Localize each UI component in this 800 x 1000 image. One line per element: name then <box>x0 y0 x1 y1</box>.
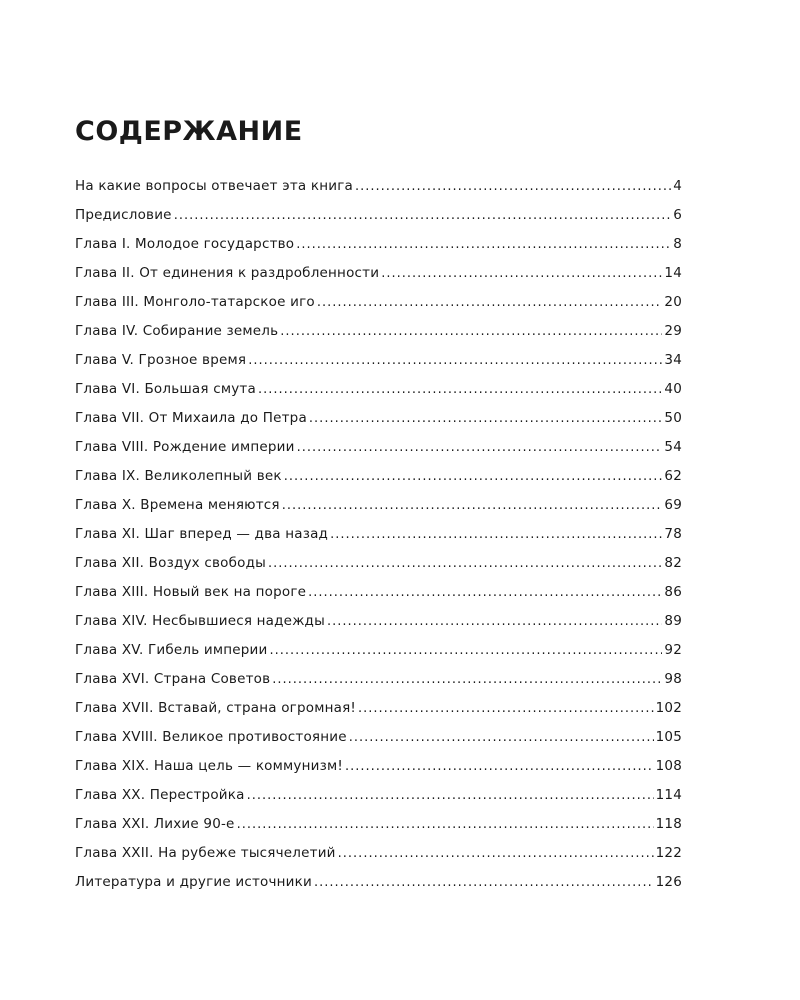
dot-leader <box>248 353 662 368</box>
toc-entry <box>75 700 682 729</box>
toc-entry-page-number: 54 <box>664 439 682 455</box>
dot-leader <box>258 382 662 397</box>
toc-entry <box>75 584 682 613</box>
toc-entry-title: Глава XX. Перестройка <box>75 787 245 803</box>
toc-entry-title: Глава III. Монголо-татарское иго <box>75 294 315 310</box>
toc-entry-title: Глава VIII. Рождение империи <box>75 439 295 455</box>
toc-entry <box>75 613 682 642</box>
toc-entry <box>75 526 682 555</box>
dot-leader <box>280 324 662 339</box>
toc-entry-page-number: 86 <box>664 584 682 600</box>
dot-leader <box>237 817 654 832</box>
dot-leader <box>308 585 662 600</box>
toc-entry-title: Глава XVIII. Великое противостояние <box>75 729 347 745</box>
toc-entry-title: Предисловие <box>75 207 172 223</box>
toc-entry <box>75 555 682 584</box>
toc-entry-title: Литература и другие источники <box>75 874 312 890</box>
toc-entry-title: Глава VII. От Михаила до Петра <box>75 410 307 426</box>
dot-leader <box>268 556 662 571</box>
toc-entry <box>75 410 682 439</box>
toc-entry <box>75 758 682 787</box>
dot-leader <box>247 788 654 803</box>
dot-leader <box>272 672 662 687</box>
toc-entry <box>75 671 682 700</box>
toc-entry <box>75 497 682 526</box>
toc-entry-page-number: 108 <box>655 758 682 774</box>
dot-leader <box>330 527 662 542</box>
toc-entry-page-number: 98 <box>664 671 682 687</box>
toc-entry-title: Глава XVI. Страна Советов <box>75 671 271 687</box>
dot-leader <box>296 237 671 252</box>
dot-leader <box>317 295 663 310</box>
toc-entry <box>75 787 682 816</box>
toc-entry-title: Глава XXII. На рубеже тысячелетий <box>75 845 336 861</box>
toc-entry-page-number: 40 <box>664 381 682 397</box>
toc-entry <box>75 294 682 323</box>
toc-entry-page-number: 92 <box>664 642 682 658</box>
dot-leader <box>174 208 672 223</box>
toc-entry-page-number: 34 <box>664 352 682 368</box>
toc-entry-page-number: 114 <box>655 787 682 803</box>
toc-entry <box>75 468 682 497</box>
toc-entry <box>75 816 682 845</box>
dot-leader <box>284 469 663 484</box>
dot-leader <box>345 759 654 774</box>
toc-entry <box>75 265 682 294</box>
toc-entry-page-number: 8 <box>673 236 682 252</box>
dot-leader <box>314 875 654 890</box>
dot-leader <box>349 730 654 745</box>
toc-entry-page-number: 4 <box>673 178 682 194</box>
toc-entry-title: Глава VI. Большая смута <box>75 381 256 397</box>
toc-entry-title: Глава XV. Гибель империи <box>75 642 268 658</box>
toc-entry-title: Глава XVII. Вставай, страна огромная! <box>75 700 357 716</box>
toc-entry <box>75 178 682 207</box>
toc-entry-title: Глава XXI. Лихие 90-е <box>75 816 235 832</box>
toc-entry <box>75 845 682 874</box>
toc-entry-page-number: 82 <box>664 555 682 571</box>
toc-entry-title: На какие вопросы отвечает эта книга <box>75 178 353 194</box>
toc-entry-page-number: 89 <box>664 613 682 629</box>
toc-entry <box>75 352 682 381</box>
toc-entry-page-number: 105 <box>655 729 682 745</box>
toc-entry-title: Глава XI. Шаг вперед — два назад <box>75 526 329 542</box>
toc-entry-title: Глава V. Грозное время <box>75 352 247 368</box>
toc-entry-title: Глава IX. Великолепный век <box>75 468 282 484</box>
toc-entry-page-number: 29 <box>664 323 682 339</box>
toc-entry-page-number: 69 <box>664 497 682 513</box>
toc-entry-title: Глава IV. Собирание земель <box>75 323 279 339</box>
toc-entry <box>75 729 682 758</box>
dot-leader <box>270 643 663 658</box>
toc-entry-page-number: 50 <box>664 410 682 426</box>
toc-entry <box>75 381 682 410</box>
toc-entry-page-number: 122 <box>655 845 682 861</box>
toc-entry-page-number: 20 <box>664 294 682 310</box>
dot-leader <box>381 266 662 281</box>
toc-entry-page-number: 126 <box>655 874 682 890</box>
toc-entry <box>75 874 682 903</box>
page-title: СОДЕРЖАНИЕ <box>75 116 303 147</box>
toc-entry-title: Глава XIX. Наша цель — коммунизм! <box>75 758 343 774</box>
toc-entry-title: Глава II. От единения к раздробленности <box>75 265 380 281</box>
toc-entry <box>75 236 682 265</box>
dot-leader <box>355 179 671 194</box>
toc-entry-title: Глава XII. Воздух свободы <box>75 555 266 571</box>
toc-entry-page-number: 6 <box>673 207 682 223</box>
toc-entry-page-number: 14 <box>664 265 682 281</box>
toc-entry-page-number: 62 <box>664 468 682 484</box>
dot-leader <box>282 498 663 513</box>
dot-leader <box>358 701 654 716</box>
toc-entry <box>75 439 682 468</box>
dot-leader <box>327 614 662 629</box>
toc-entry <box>75 207 682 236</box>
toc-entry-page-number: 78 <box>664 526 682 542</box>
toc-entry-title: Глава X. Времена меняются <box>75 497 280 513</box>
dot-leader <box>338 846 654 861</box>
toc-entry <box>75 642 682 671</box>
dot-leader <box>309 411 662 426</box>
dot-leader <box>297 440 663 455</box>
table-of-contents <box>75 178 682 903</box>
toc-entry-page-number: 102 <box>655 700 682 716</box>
toc-entry-title: Глава XIII. Новый век на пороге <box>75 584 307 600</box>
toc-entry-title: Глава XIV. Несбывшиеся надежды <box>75 613 325 629</box>
toc-entry <box>75 323 682 352</box>
toc-entry-title: Глава I. Молодое государство <box>75 236 295 252</box>
toc-entry-page-number: 118 <box>655 816 682 832</box>
